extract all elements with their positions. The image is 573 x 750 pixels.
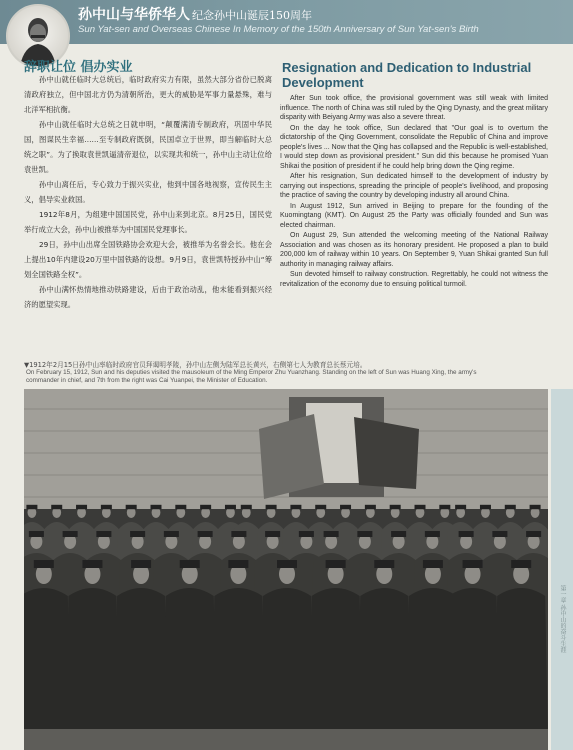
chinese-paragraph: 孙中山满怀热情地推动铁路建设，后由于政治动乱，他未能看到振兴经济的愿望实现。 — [24, 285, 272, 309]
chinese-paragraph: 1912年8月，为组建中国国民党，孙中山来到北京。8月25日，国民党举行成立大会，孙中山被推举为中国国民党理事长。 — [24, 210, 272, 234]
english-paragraph: On August 29, Sun attended the welcoming meeting of the National Railway Association and was chosen as its honorary president. He proposed a plan to build 200,000 km of railway within 10 years. On September 9, Yuan Shikai granted Sun full authority in managing railway affairs. — [280, 232, 548, 268]
english-body — [280, 94, 548, 290]
historical-group-photo — [24, 389, 548, 750]
chinese-paragraph: 孙中山就任临时大总统后，临时政府实力有限，虽然大部分省份已脱离清政府独立，但中国北方仍为清朝所治，更大的威胁是军事力量悬殊，难与北洋军相抗衡。 — [24, 75, 272, 114]
english-paragraph: Sun devoted himself to railway construction. Regrettably, he could not witness the revitalization of the economy due to ensuing political turmoil. — [280, 271, 548, 288]
photo-caption-english: On February 15, 1912, Sun and his deputies visited the mausoleum of the Ming Emperor Zhu Yuanzhang. Standing on the left of Sun was Huang Xing, the army's commander in chief, and 7th from the right was Cai Yuanpei, the Minister of Education. — [26, 369, 477, 384]
side-chapter-label: 第一章 孙中山的奋斗生涯 — [559, 585, 566, 653]
side-strip — [551, 389, 573, 750]
chinese-body — [24, 72, 272, 312]
header-title — [78, 4, 312, 24]
photo-caption-chinese: ▼1912年2月15日孙中山率临时政府官员拜谒明孝陵，孙中山左侧为陆军总长黄兴，右侧第七人为教育总长蔡元培。 — [24, 361, 367, 369]
english-paragraph: After Sun took office, the provisional government was still weak with limited influence. The north of China was still ruled by the Qing Dynasty, and the great military disparity with Beiyang Army was also a severe threat. — [280, 95, 548, 121]
chinese-paragraph: 孙中山就任临时大总统之日就申明，“颠覆满清专制政府，巩固中华民国，图谋民生幸福……至专制政府既倒，民国卓立于世界，即当解临时大总统之职”。为了换取袁世凯逼清帝退位，以实现共和统一，孙中山主动让位给袁世凯。 — [24, 120, 272, 174]
chinese-heading: 辞职让位 倡办实业 — [24, 60, 133, 75]
chinese-paragraph: 孙中山离任后，专心致力于振兴实业，他到中国各地视察，宣传民生主义，倡导实业救国。 — [24, 180, 272, 204]
english-paragraph: On the day he took office, Sun declared that "Our goal is to overturn the dictatorship of the Qing Government, consolidate the Republic of China and improve people's lives ... Now that the Qing has collapsed and the Republic is well-established, I would step down as provisional president." Sun did this because he promised Yuan Shikai the position of president if he could help bring down the Qing regime. — [280, 124, 548, 170]
header-band — [0, 0, 573, 44]
header-subtitle: Sun Yat-sen and Overseas Chinese In Memory of the 150th Anniversary of Sun Yat-sen's Birth — [78, 24, 479, 35]
english-heading: Resignation and Dedication to Industrial Development — [282, 60, 532, 90]
chinese-paragraph: 29日，孙中山出席全国铁路协会欢迎大会，被推举为名誉会长。他在会上提出10年内建设20万里中国铁路的设想。9月9日，袁世凯特授孙中山“筹划全国铁路全权”。 — [24, 240, 272, 279]
header-title-anniversary: 纪念孙中山诞辰150周年 — [192, 9, 312, 22]
english-paragraph: In August 1912, Sun arrived in Beijing to prepare for the founding of the Kuomingtang (KMT). On August 25 the Party was officially founded and Sun was elected chairman. — [280, 202, 548, 229]
header-title-main: 孙中山与华侨华人 — [78, 7, 190, 23]
english-paragraph: After his resignation, Sun dedicated himself to the development of industry by carrying out inspections, spreading the principle of people's livelihood, and proposing the practice of saving the country by developing industry all around China. — [280, 173, 548, 199]
